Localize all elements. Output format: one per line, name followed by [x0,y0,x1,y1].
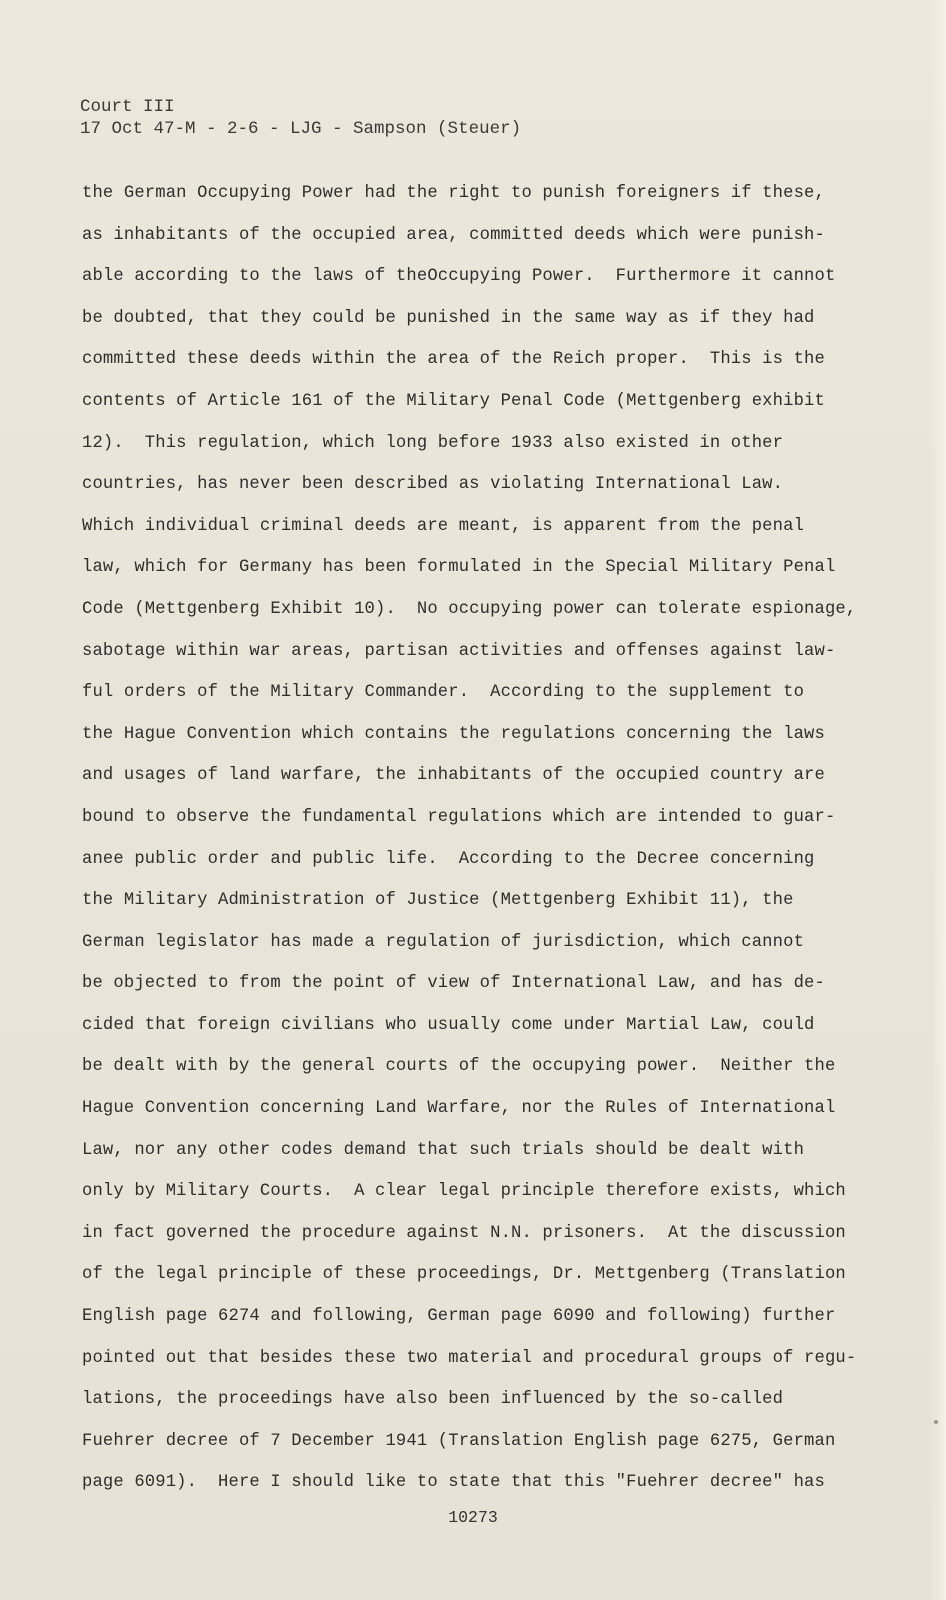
text-line: contents of Article 161 of the Military Penal Code (Mettgenberg exhibit [82,391,825,411]
text-line: countries, has never been described as violating International Law. [82,475,784,495]
text-line: Code (Mettgenberg Exhibit 10). No occupying power can tolerate espionage, [82,599,857,619]
text-line: German legislator has made a regulation of jurisdiction, which cannot [82,932,805,952]
text-line: Hague Convention concerning Land Warfare, nor the Rules of International [82,1099,836,1119]
text-line: 12). This regulation, which long before 1933 also existed in other [82,433,784,453]
text-line: sabotage within war areas, partisan activities and offenses against law- [82,641,836,661]
text-line: the Hague Convention which contains the regulations concerning the laws [82,724,825,744]
text-line: English page 6274 and following, German page 6090 and following) further [82,1307,836,1327]
page-edge-highlight [930,0,946,1600]
text-line: lations, the proceedings have also been influenced by the so-called [82,1390,784,1410]
text-line: the Military Administration of Justice (Mettgenberg Exhibit 11), the [82,891,794,911]
text-line: page 6091). Here I should like to state that this "Fuehrer decree" has [82,1473,825,1493]
text-line: Which individual criminal deeds are meant, is apparent from the penal [82,516,805,536]
text-line: Fuehrer decree of 7 December 1941 (Translation English page 6275, German [82,1431,836,1451]
paper-speck [934,1420,938,1424]
text-line: ful orders of the Military Commander. According to the supplement to [82,683,805,703]
court-header [80,96,521,140]
text-line: be doubted, that they could be punished in the same way as if they had [82,308,815,328]
text-line: anee public order and public life. According to the Decree concerning [82,849,815,869]
text-line: committed these deeds within the area of the Reich proper. This is the [82,350,825,370]
text-line: be objected to from the point of view of International Law, and has de- [82,974,825,994]
header-session-info: 17 Oct 47-M - 2-6 - LJG - Sampson (Steuer) [80,119,522,139]
text-line: only by Military Courts. A clear legal principle therefore exists, which [82,1182,846,1202]
header-court: Court III [80,97,175,117]
text-line: Law, nor any other codes demand that such trials should be dealt with [82,1140,805,1160]
text-line: of the legal principle of these proceedings, Dr. Mettgenberg (Translation [82,1265,846,1285]
text-line: cided that foreign civilians who usually come under Martial Law, could [82,1015,815,1035]
text-line: be dealt with by the general courts of the occupying power. Neither the [82,1057,836,1077]
transcript-body [82,173,872,1504]
text-line: law, which for Germany has been formulated in the Special Military Penal [82,558,836,578]
text-line: the German Occupying Power had the right to punish foreigners if these, [82,184,825,203]
text-line: as inhabitants of the occupied area, committed deeds which were punish- [82,225,825,245]
text-line: able according to the laws of theOccupying Power. Furthermore it cannot [82,267,836,287]
page-number: 10273 [448,1508,498,1527]
text-line: in fact governed the procedure against N.N. prisoners. At the discussion [82,1223,846,1243]
text-line: and usages of land warfare, the inhabitants of the occupied country are [82,766,825,786]
text-line: bound to observe the fundamental regulations which are intended to guar- [82,807,836,827]
text-line: pointed out that besides these two material and procedural groups of regu- [82,1348,857,1368]
